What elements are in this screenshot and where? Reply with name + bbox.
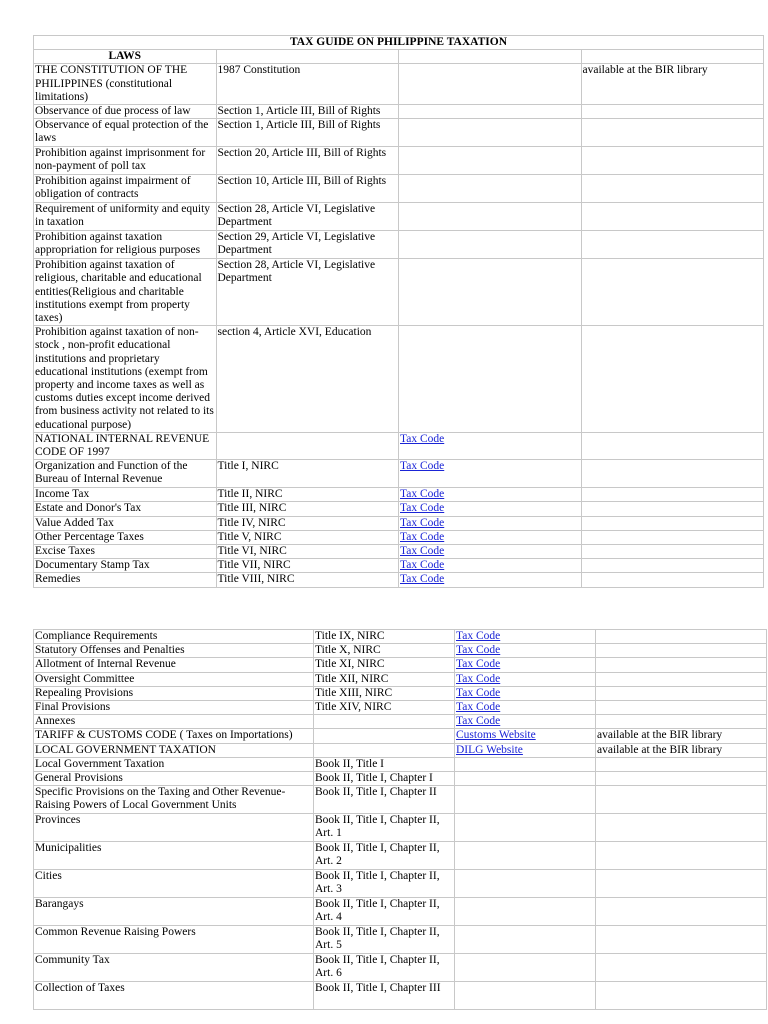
reference-cell: Title XIII, NIRC [314,686,455,700]
law-cell: Organization and Function of the Bureau of Internal Revenue [34,460,217,488]
availability-cell [596,686,767,700]
link-cell [455,786,596,814]
link-cell [399,516,582,530]
reference-link[interactable]: Tax Code [456,630,501,642]
law-cell: Municipalities [34,842,314,870]
reference-cell: Title VIII, NIRC [216,573,399,587]
table-row [34,545,764,559]
law-cell: Specific Provisions on the Taxing and Other Revenue-Raising Powers of Local Government Units [34,786,314,814]
empty-cell [399,50,582,64]
link-cell [455,954,596,982]
table-row [34,175,764,203]
law-cell: Value Added Tax [34,516,217,530]
reference-cell: Title XII, NIRC [314,672,455,686]
availability-cell [596,644,767,658]
availability-cell [581,573,764,587]
reference-cell: Section 20, Article III, Bill of Rights [216,147,399,175]
laws-header-row [34,50,764,64]
table-row [34,259,764,326]
table-row [34,898,767,926]
link-cell [455,757,596,771]
link-cell [455,686,596,700]
reference-cell: Book II, Title I [314,757,455,771]
law-cell: Annexes [34,715,314,729]
law-cell: Estate and Donor's Tax [34,502,217,516]
availability-cell [581,460,764,488]
laws-heading: LAWS [34,50,217,64]
reference-cell: Title I, NIRC [216,460,399,488]
reference-cell: Title X, NIRC [314,644,455,658]
law-cell: Remedies [34,573,217,587]
availability-cell [596,701,767,715]
table-row [34,460,764,488]
availability-cell [581,119,764,147]
reference-cell: Title VII, NIRC [216,559,399,573]
link-cell [455,814,596,842]
law-cell: Excise Taxes [34,545,217,559]
reference-cell: Section 29, Article VI, Legislative Department [216,231,399,259]
table-row [34,772,767,786]
reference-cell: 1987 Constitution [216,64,399,105]
table-row [34,644,767,658]
table-row [34,743,767,757]
reference-cell: Title IV, NIRC [216,516,399,530]
table-row [34,786,767,814]
reference-link[interactable]: Tax Code [456,715,501,728]
law-cell: Prohibition against imprisonment for non-payment of poll tax [34,147,217,175]
link-cell [399,432,582,459]
link-cell [455,926,596,954]
availability-cell [596,814,767,842]
table-row [34,559,764,573]
law-cell: Final Provisions [34,701,314,715]
link-cell [455,715,596,729]
link-cell [399,105,582,119]
law-cell: Allotment of Internal Revenue [34,658,314,672]
reference-cell: Title III, NIRC [216,502,399,516]
law-cell: Common Revenue Raising Powers [34,926,314,954]
table-row [34,231,764,259]
law-cell: Requirement of uniformity and equity in taxation [34,203,217,231]
availability-cell [581,326,764,433]
law-cell: TARIFF & CUSTOMS CODE ( Taxes on Importations) [34,729,314,743]
availability-cell [596,898,767,926]
reference-link[interactable]: Tax Code [456,686,501,699]
availability-cell [581,147,764,175]
table-row [34,573,764,587]
table-row [34,658,767,672]
document-title: TAX GUIDE ON PHILIPPINE TAXATION [34,36,764,50]
table-row [34,516,764,530]
reference-cell [314,743,455,757]
tax-guide-table-top [33,35,764,588]
law-cell: Observance of equal protection of the laws [34,119,217,147]
law-cell: Provinces [34,814,314,842]
reference-link[interactable]: Tax Code [456,701,501,714]
table-row [34,119,764,147]
table-row [34,701,767,715]
link-cell [455,672,596,686]
table-row [34,64,764,105]
reference-cell [314,729,455,743]
link-cell [399,545,582,559]
reference-cell: Section 10, Article III, Bill of Rights [216,175,399,203]
laws-table [33,35,764,588]
availability-cell [581,488,764,502]
law-cell: Repealing Provisions [34,686,314,700]
link-cell [399,488,582,502]
law-cell: Prohibition against taxation of religious, charitable and educational entities(Religious and charitable institutions exempt from property taxes) [34,259,217,326]
availability-cell [596,982,767,1010]
availability-cell [596,672,767,686]
reference-link[interactable]: Tax Code [400,573,445,586]
reference-link[interactable]: Customs Website [456,729,536,742]
link-cell [455,644,596,658]
reference-link[interactable]: Tax Code [400,559,445,572]
reference-cell: Section 28, Article VI, Legislative Department [216,203,399,231]
reference-link[interactable]: Tax Code [400,545,445,558]
empty-cell [216,50,399,64]
table-row [34,530,764,544]
link-cell [455,982,596,1010]
reference-link[interactable]: Tax Code [400,530,445,543]
availability-cell [581,203,764,231]
tax-guide-table-continued [33,629,764,1010]
availability-cell: available at the BIR library [581,64,764,105]
availability-cell [581,559,764,573]
reference-link[interactable]: Tax Code [400,488,445,501]
link-cell [399,530,582,544]
reference-cell: section 4, Article XVI, Education [216,326,399,433]
table-row [34,686,767,700]
reference-cell: Section 1, Article III, Bill of Rights [216,105,399,119]
law-cell: Oversight Committee [34,672,314,686]
table-row [34,203,764,231]
law-cell: Statutory Offenses and Penalties [34,644,314,658]
reference-cell: Title XI, NIRC [314,658,455,672]
law-cell: Community Tax [34,954,314,982]
reference-cell: Title IX, NIRC [314,630,455,644]
link-cell [399,64,582,105]
link-cell [399,147,582,175]
table-row [34,870,767,898]
law-cell: General Provisions [34,772,314,786]
availability-cell [596,757,767,771]
link-cell [399,259,582,326]
reference-link[interactable]: Tax Code [400,502,445,515]
table-row [34,502,764,516]
availability-cell [596,926,767,954]
availability-cell [596,870,767,898]
availability-cell [596,842,767,870]
link-cell [399,559,582,573]
law-cell: Prohibition against taxation appropriation for religious purposes [34,231,217,259]
law-cell: LOCAL GOVERNMENT TAXATION [34,743,314,757]
availability-cell [581,432,764,459]
reference-cell: Book II, Title I, Chapter II, Art. 2 [314,842,455,870]
reference-link[interactable]: DILG Website [456,743,523,756]
reference-link[interactable]: Tax Code [456,658,501,671]
link-cell [399,175,582,203]
availability-cell [596,658,767,672]
availability-cell [581,259,764,326]
reference-cell: Title XIV, NIRC [314,701,455,715]
reference-cell [314,715,455,729]
link-cell [455,772,596,786]
reference-cell [216,432,399,459]
availability-cell [596,954,767,982]
table-title-row [34,36,764,50]
availability-cell [581,105,764,119]
table-row [34,672,767,686]
link-cell [399,502,582,516]
table-row [34,630,767,644]
reference-cell: Section 28, Article VI, Legislative Department [216,259,399,326]
reference-cell: Book II, Title I, Chapter III [314,982,455,1010]
availability-cell: available at the BIR library [596,743,767,757]
link-cell [455,630,596,644]
law-cell: Collection of Taxes [34,982,314,1010]
table-row [34,814,767,842]
table-row [34,757,767,771]
availability-cell: available at the BIR library [596,729,767,743]
link-cell [399,119,582,147]
availability-cell [596,715,767,729]
availability-cell [581,516,764,530]
law-cell: Prohibition against taxation of non-stock , non-profit educational institutions and proprietary educational institutions (exempt from property and income taxes as well as customs duties except income derived from business activity not related to its educational purpose) [34,326,217,433]
law-cell: Other Percentage Taxes [34,530,217,544]
availability-cell [596,772,767,786]
law-cell: Income Tax [34,488,217,502]
laws-table-continued [33,629,767,1010]
table-row [34,488,764,502]
law-cell: Compliance Requirements [34,630,314,644]
availability-cell [581,530,764,544]
link-cell [455,870,596,898]
law-cell: Local Government Taxation [34,757,314,771]
link-cell [399,203,582,231]
link-cell [399,460,582,488]
empty-cell [581,50,764,64]
availability-cell [596,630,767,644]
availability-cell [596,786,767,814]
law-cell: Barangays [34,898,314,926]
link-cell [455,701,596,715]
reference-cell: Book II, Title I, Chapter II [314,786,455,814]
law-cell: Cities [34,870,314,898]
reference-cell: Book II, Title I, Chapter II, Art. 1 [314,814,455,842]
table-row [34,432,764,459]
reference-link[interactable]: Tax Code [400,516,445,529]
availability-cell [581,502,764,516]
law-cell: Documentary Stamp Tax [34,559,217,573]
table-row [34,926,767,954]
table-row [34,105,764,119]
reference-link[interactable]: Tax Code [456,672,501,685]
link-cell [455,898,596,926]
availability-cell [581,175,764,203]
link-cell [455,658,596,672]
reference-cell: Book II, Title I, Chapter II, Art. 5 [314,926,455,954]
table-row [34,147,764,175]
table-row [34,729,767,743]
reference-cell: Section 1, Article III, Bill of Rights [216,119,399,147]
reference-link[interactable]: Tax Code [400,432,445,445]
reference-cell: Title II, NIRC [216,488,399,502]
law-cell: THE CONSTITUTION OF THE PHILIPPINES (constitutional limitations) [34,64,217,105]
table-row [34,982,767,1010]
reference-link[interactable]: Tax Code [400,460,445,473]
availability-cell [581,231,764,259]
law-cell: NATIONAL INTERNAL REVENUE CODE OF 1997 [34,432,217,459]
reference-cell: Title V, NIRC [216,530,399,544]
table-row [34,842,767,870]
link-cell [455,743,596,757]
link-cell [399,573,582,587]
reference-cell: Book II, Title I, Chapter II, Art. 4 [314,898,455,926]
reference-cell: Book II, Title I, Chapter II, Art. 3 [314,870,455,898]
link-cell [455,729,596,743]
link-cell [399,231,582,259]
table-row [34,954,767,982]
law-cell: Observance of due process of law [34,105,217,119]
link-cell [455,842,596,870]
reference-link[interactable]: Tax Code [456,644,501,657]
reference-cell: Book II, Title I, Chapter II, Art. 6 [314,954,455,982]
table-row [34,715,767,729]
table-row [34,326,764,433]
law-cell: Prohibition against impairment of obligation of contracts [34,175,217,203]
link-cell [399,326,582,433]
reference-cell: Book II, Title I, Chapter I [314,772,455,786]
availability-cell [581,545,764,559]
reference-cell: Title VI, NIRC [216,545,399,559]
